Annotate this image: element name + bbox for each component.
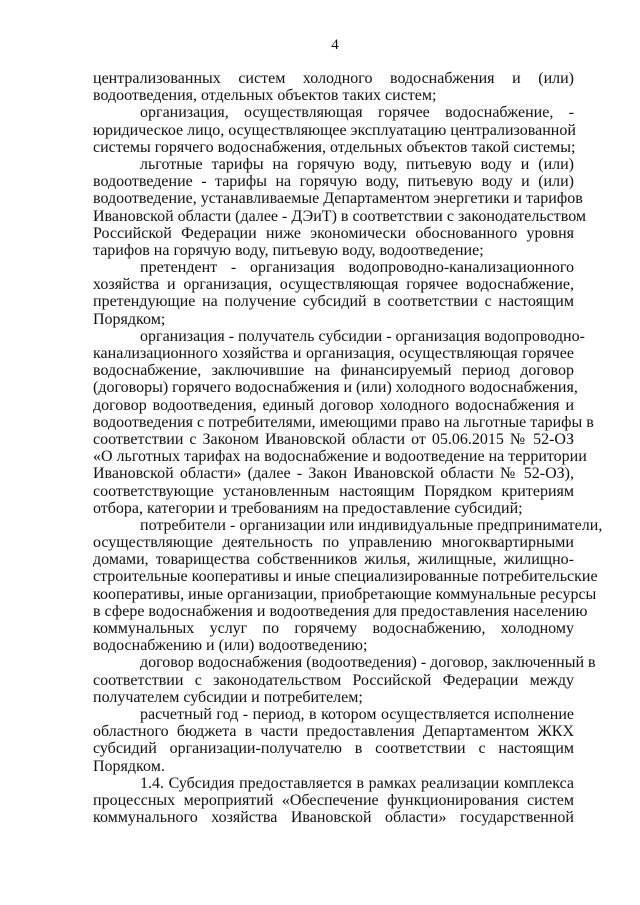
text-line: претендент - организация водопроводно-канализационного — [140, 259, 574, 277]
text-line: водоотведение, устанавливаемые Департаментом энергетики и тарифов — [93, 190, 583, 208]
paragraph — [93, 327, 594, 517]
text-line: водоотведения с потребителями, имеющими право на льготные тарифы в — [93, 413, 594, 431]
text-line: системы горячего водоснабжения, отдельных объектов такой системы; — [93, 138, 576, 156]
text-line: коммунальных услуг по горячему водоснабжению, холодному — [93, 620, 574, 637]
text-line: водоснабжению и (или) водоотведению; — [93, 637, 368, 655]
text-line: коммунального хозяйства Ивановской области» государственной — [93, 809, 574, 827]
paragraph — [93, 516, 603, 655]
text-line: потребители - организации или индивидуальные предприниматели, — [140, 516, 603, 534]
text-line: областного бюджета в части предоставления Департаментом ЖКХ — [93, 723, 574, 741]
paragraph — [93, 654, 596, 706]
paragraph — [93, 259, 574, 328]
text-line: «О льготных тарифах на водоснабжение и водоотведение на территории — [93, 448, 587, 466]
text-line: организация - получатель субсидии - организация водопроводно- — [140, 327, 585, 345]
text-line: претендующие на получение субсидий в соответствии с настоящим — [93, 293, 574, 311]
text-line: процессных мероприятий «Обеспечение функционирования систем — [93, 791, 574, 809]
paragraph — [93, 70, 574, 104]
text-line: кооперативы, иные организации, приобретающие коммунальные ресурсы — [93, 585, 597, 603]
text-line: отбора, категории и требованиям на предоставление субсидий; — [93, 499, 523, 517]
paragraph — [93, 155, 587, 259]
text-line: домами, товарищества собственников жилья, жилищные, жилищно- — [93, 551, 574, 569]
text-line: получателем субсидии и потребителем; — [93, 688, 363, 706]
text-line: строительные кооперативы и иные специализированные потребительские — [93, 568, 598, 586]
text-line: договор водоснабжения (водоотведения) - договор, заключенный в — [140, 654, 596, 672]
text-line: субсидий организации-получателю в соответствии с настоящим — [93, 740, 574, 758]
text-line: юридическое лицо, осуществляющее эксплуатацию централизованной — [93, 121, 576, 139]
text-line: Порядком. — [93, 757, 165, 775]
text-line: льготные тарифы на горячую воду, питьевую воду и (или) — [140, 155, 574, 173]
text-line: соответствующие установленным настоящим Порядком критериям — [93, 482, 574, 500]
text-line: хозяйства и организация, осуществляющая горячее водоснабжение, — [93, 276, 574, 294]
text-line: 1.4. Субсидия предоставляется в рамках реализации комплекса — [140, 774, 574, 792]
paragraph — [93, 104, 574, 156]
text-line: в сфере водоснабжения и водоотведения для предоставления населению — [93, 602, 588, 620]
page-number: 4 — [331, 37, 339, 53]
text-line: централизованных систем холодного водоснабжения и (или) — [93, 70, 574, 87]
text-line: водоснабжение, заключившие на финансируемый период договор — [93, 362, 574, 380]
paragraph — [93, 706, 574, 775]
text-line: канализационного хозяйства и организация, осуществляющая горячее — [93, 345, 574, 362]
text-line: расчетный год - период, в котором осуществляется исполнение — [140, 705, 574, 723]
text-line: организация, осуществляющая горячее водоснабжение, - — [140, 104, 574, 122]
text-line: договор водоотведения, единый договор холодного водоснабжения и — [93, 396, 574, 414]
paragraph — [93, 775, 574, 827]
text-line: осуществляющие деятельность по управлению многоквартирными — [93, 534, 574, 552]
text-line: Ивановской области (далее - ДЭиТ) в соответствии с законодательством — [93, 207, 587, 225]
text-line: соответствии с Законом Ивановской области от 05.06.2015 № 52-ОЗ — [93, 430, 574, 448]
text-line: Порядком; — [93, 310, 166, 328]
text-line: тарифов на горячую воду, питьевую воду, водоотведение; — [93, 241, 484, 259]
text-line: водоотведение - тарифы на горячую воду, питьевую воду и (или) — [93, 173, 574, 191]
text-line: (договоры) горячего водоснабжения и (или) холодного водоснабжения, — [93, 379, 578, 397]
document-body — [93, 70, 603, 827]
text-line: Российской Федерации ниже экономически обоснованного уровня — [93, 224, 574, 242]
text-line: водоотведения, отдельных объектов таких систем; — [93, 87, 437, 105]
text-line: соответствии с законодательством Российской Федерации между — [93, 671, 574, 689]
text-line: Ивановской области» (далее - Закон Ивановской области № 52-ОЗ), — [93, 465, 574, 483]
